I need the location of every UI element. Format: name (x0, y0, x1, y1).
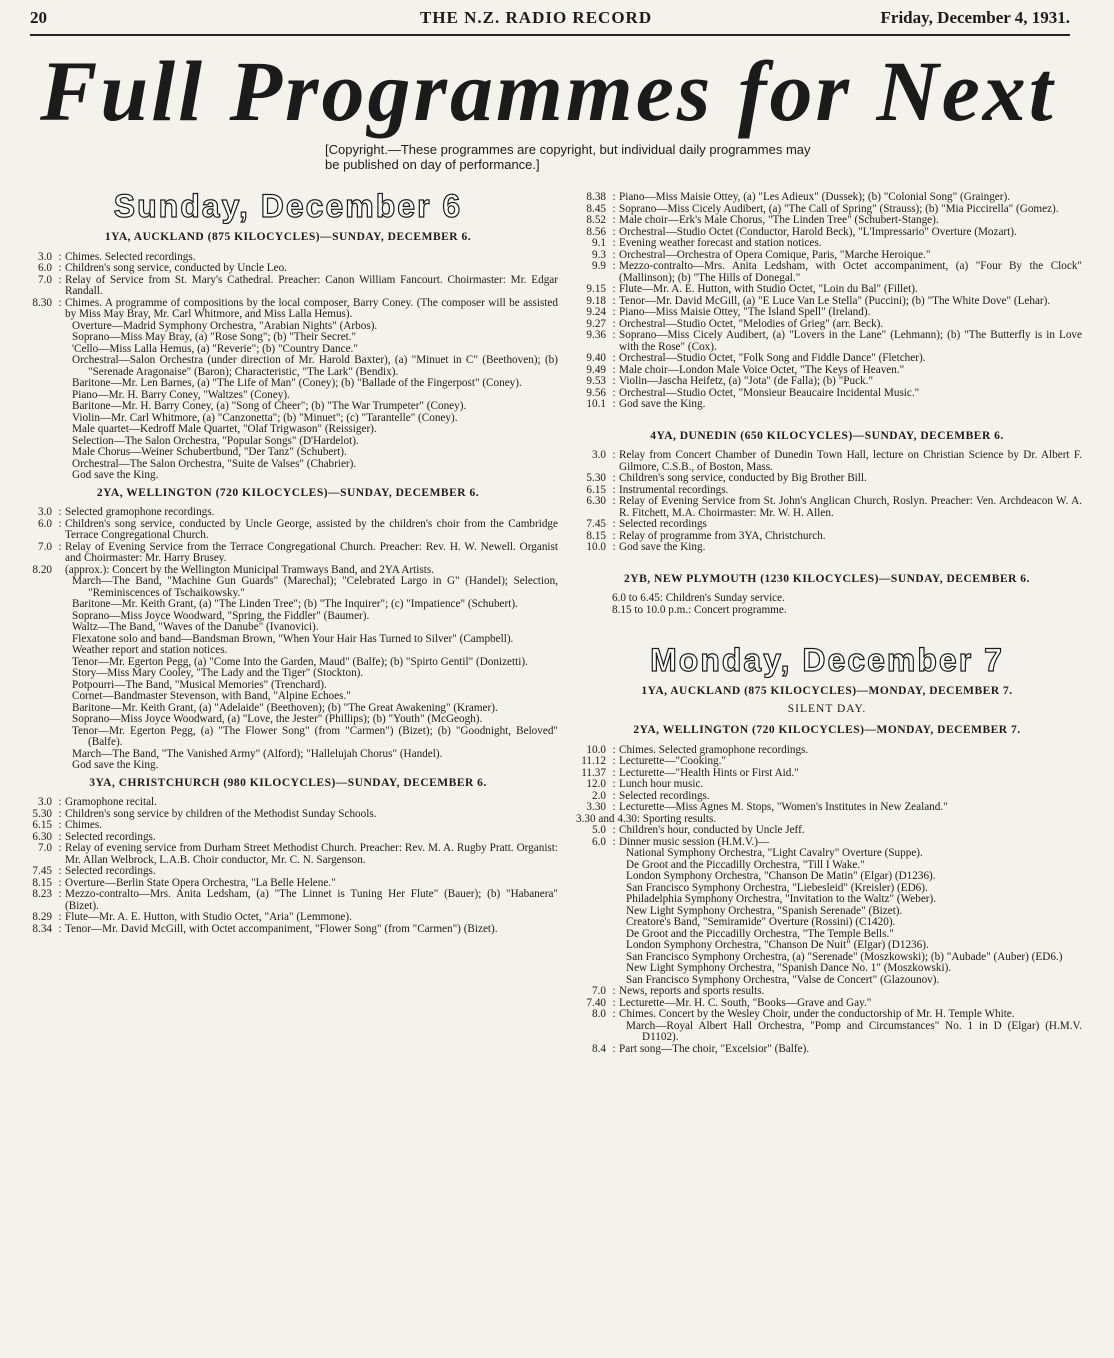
schedule-item: 6.0 : Dinner music session (H.M.V.)— (592, 835, 770, 848)
schedule-item: 8.4 : Part song—The choir, "Excelsior" (Balfe). (592, 1042, 810, 1055)
schedule-item: 9.9 : Mezzo-contralto—Mrs. Anita Ledsham, with Octet accompaniment, (a) "Four By the Clock" (Mallinson); (b) "The Hills of Donegal." (592, 260, 1082, 284)
schedule-item: 9.1 : Evening weather forecast and station notices. (592, 237, 822, 249)
program-entry: Piano—Mr. H. Barry Coney, "Waltzes" (Coney). (72, 388, 290, 401)
program-entry: Male Chorus—Weiner Schubertbund, "Der Tanz" (Schubert). (72, 446, 347, 458)
dinner-music-entry: New Light Symphony Orchestra, "Spanish Serenade" (Bizet). (626, 904, 903, 917)
schedule-item: 6.30 : Relay of Evening Service from St. John's Anglican Church, Roslyn. Preacher: Ven. Archdeacon W. A. R. Fitchett, M.A. Choirmaster: Mr. W. H. Allen. (586, 495, 1082, 519)
schedule-item: 8.56 : Orchestral—Studio Octet (Conductor, Harold Beck), "L'Impressario" Overture (Mozart). (586, 225, 1017, 238)
schedule-4ya (572, 450, 1082, 554)
schedule-item: 7.45 : Selected recordings (586, 518, 707, 530)
dinner-music-entry: San Francisco Symphony Orchestra, "Liebesleid" (Kreisler) (ED6). (626, 881, 928, 894)
program-entry: Overture—Madrid Symphony Orchestra, "Arabian Nights" (Arbos). (72, 319, 378, 332)
program-entry: Male quartet—Kedroff Male Quartet, "Olaf Trigwason" (Reissiger). (72, 423, 377, 435)
program-entry: God save the King. (72, 759, 159, 771)
page-title: Full Programmes for Next (40, 43, 1056, 139)
schedule-item: 9.36 : Soprano—Miss Cicely Audibert, (a) "Lovers in the Lane" (Lehmann); (b) "The Butterfly is in Love with the Rose" (Cox). (586, 329, 1082, 353)
schedule-2ya (18, 507, 558, 772)
station-heading-1ya-monday: 1YA, AUCKLAND (875 KILOCYCLES)—MONDAY, DECEMBER 7. (641, 685, 1013, 697)
program-entry: Tenor—Mr. Egerton Pegg, (a) "The Flower Song" (from "Carmen") (Bizet); (b) "Goodnight, Beloved" (Balfe). (72, 724, 558, 748)
schedule-item: 7.0 : Relay of Service from St. Mary's Cathedral. Preacher: Canon William Fancourt. Choirmaster: Mr. Edgar Randall. (38, 273, 558, 297)
program-entry: Baritone—Mr. Len Barnes, (a) "The Life of Man" (Coney); (b) "Ballade of the Fingerpost" (Coney). (72, 377, 522, 389)
dinner-music-entry: London Symphony Orchestra, "Chanson De Matin" (Elgar) (D1236). (626, 870, 936, 882)
schedule-item: 7.0 : Relay of Evening Service from the Terrace Congregational Church. Preacher: Rev. H. W. Newell. Organist and Choirmaster: Mr. Harry Brusey. (38, 540, 558, 564)
schedule-line: 3.30 and 4.30: Sporting results. (576, 812, 717, 825)
schedule-item: 8.23 : Mezzo-contralto—Mrs. Anita Ledsham, (a) "The Linnet is Tuning Her Flute" (Bauer); (b) "Habanera" (Bizet). (32, 888, 558, 912)
schedule-item: 3.0 : Relay from Concert Chamber of Dunedin Town Hall, lecture on Christian Science by Dr. Albert F. Gilmore, C.S.B., of Boston, Mass. (592, 449, 1082, 473)
program-entry: Soprano—Miss May Bray, (a) "Rose Song"; (b) "Their Secret." (72, 331, 357, 343)
schedule-item: 8.29 : Flute—Mr. A. E. Hutton, with Studio Octet, "Aria" (Lemmone). (32, 911, 352, 923)
program-entry: Baritone—Mr. H. Barry Coney, (a) "Song of Cheer"; (b) "The War Trumpeter" (Coney). (72, 400, 467, 412)
dinner-music-entry: Philadelphia Symphony Orchestra, "Invitation to the Waltz" (Weber). (626, 893, 937, 905)
program-entry: Story—Miss Mary Cooley, "The Lady and the Tiger" (Stockton). (72, 667, 364, 679)
schedule-item: 5.30 : Children's song service, conducted by Big Brother Bill. (586, 472, 867, 484)
publication-name: THE N.Z. RADIO RECORD (420, 8, 653, 27)
dinner-music-entry: New Light Symphony Orchestra, "Spanish Dance No. 1" (Moszkowski). (626, 962, 952, 974)
issue-date: Friday, December 4, 1931. (880, 8, 1070, 27)
schedule-item: 8.15 : Overture—Berlin State Opera Orchestra, "La Belle Helene." (32, 876, 336, 889)
schedule-item: 5.0 : Children's hour, conducted by Uncle Jeff. (592, 824, 805, 836)
schedule-item: 9.15 : Flute—Mr. A. E. Hutton, with Studio Octet, "Loin du Bal" (Fillet). (586, 283, 918, 295)
schedule-item: 8.15 : Relay of programme from 3YA, Christchurch. (586, 529, 826, 542)
program-entry: God save the King. (72, 469, 159, 481)
day-heading-monday: Monday, December 7 (650, 642, 1004, 678)
dinner-music-entry: De Groot and the Piccadilly Orchestra, "The Temple Bells." (626, 927, 894, 940)
schedule-line: 8.15 to 10.0 p.m.: Concert programme. (612, 603, 787, 616)
schedule-item: 12.0 : Lunch hour music. (586, 778, 704, 790)
station-heading-3ya: 3YA, CHRISTCHURCH (980 KILOCYCLES)—SUNDAY, DECEMBER 6. (89, 776, 487, 789)
schedule-item: 11.37 : Lecturette—"Health Hints or First Aid." (581, 766, 799, 779)
station-heading-4ya: 4YA, DUNEDIN (650 KILOCYCLES)—SUNDAY, DECEMBER 6. (650, 429, 1004, 442)
schedule-item: 7.45 : Selected recordings. (32, 865, 156, 877)
schedule-item: 2.0 : Selected recordings. (592, 789, 710, 802)
schedule-item: 8.45 : Soprano—Miss Cicely Audibert, (a) "The Call of Spring" (Strauss); (b) "Mia Piccirella" (Gomez). (586, 202, 1059, 215)
program-entry: Soprano—Miss Joyce Woodward, (a) "Love, the Jester" (Phillips); (b) "Youth" (McGeogh). (72, 713, 483, 725)
copyright-notice: [Copyright.—These programmes are copyright, but individual daily programmes may be published on day of performance.] (325, 142, 811, 172)
schedule-item: 6.30 : Selected recordings. (32, 830, 156, 843)
schedule-item: 8.38 : Piano—Miss Maisie Ottey, (a) "Les Adieux" (Dussek); (b) "Colonial Song" (Grainger). (586, 191, 1011, 203)
program-entry: Cornet—Bandmaster Stevenson, with Band, "Alpine Echoes." (72, 690, 351, 702)
schedule-item: 6.15 : Chimes. (32, 819, 102, 831)
program-entry: Soprano—Miss Joyce Woodward, "Spring, the Fiddler" (Baumer). (72, 609, 370, 622)
schedule-1ya (18, 252, 558, 482)
left-column (18, 188, 558, 935)
schedule-item: 7.0 : Relay of evening service from Durham Street Methodist Church. Preacher: Rev. M. A. Rugby Pratt. Organist: Mr. Allan Welbrock, L.A.B. Choir conductor, Mr. C. N. Sargenson. (38, 842, 558, 866)
program-entry: Baritone—Mr. Keith Grant, (a) "Adelaide" (Beethoven); (b) "The Great Awakening" (Kramer). (72, 701, 498, 714)
schedule-3ya (18, 797, 558, 935)
schedule-item: 9.24 : Piano—Miss Maisie Ottey, "The Island Spell" (Ireland). (586, 306, 871, 318)
schedule-item: 5.30 : Children's song service by children of the Methodist Sunday Schools. (32, 807, 377, 820)
dinner-music-entry: London Symphony Orchestra, "Chanson De Nuit" (Elgar) (D1236). (626, 939, 929, 951)
schedule-item: 11.12 : Lecturette—"Cooking." (581, 755, 726, 767)
program-entry: Orchestral—The Salon Orchestra, "Suite de Valses" (Chabrier). (72, 457, 357, 470)
schedule-item: 10.1 : God save the King. (586, 398, 706, 410)
schedule-item: 3.0 : Chimes. Selected recordings. (38, 250, 196, 263)
schedule-item: 9.40 : Orchestral—Studio Octet, "Folk Song and Fiddle Dance" (Fletcher). (586, 352, 926, 364)
program-entry: March—The Band, "Machine Gun Guards" (Marechal); "Celebrated Largo in G" (Handel); Selection, "Reminiscences of Tschaikowsky." (72, 575, 558, 599)
schedule-item: 7.40 : Lecturette—Mr. H. C. South, "Books—Grave and Gay." (586, 996, 872, 1009)
page-header (30, 6, 1070, 36)
station-heading-2yb: 2YB, NEW PLYMOUTH (1230 KILOCYCLES)—SUNDAY, DECEMBER 6. (624, 572, 1030, 585)
schedule-item: 6.15 : Instrumental recordings. (586, 483, 729, 496)
program-entry: Tenor—Mr. Egerton Pegg, (a) "Come Into the Garden, Maud" (Balfe); (b) "Spirto Gentil" (Donizetti). (72, 655, 528, 668)
program-entry: March—The Band, "The Vanished Army" (Alford); "Hallelujah Chorus" (Handel). (72, 747, 443, 760)
schedule-item: 3.0 : Selected gramophone recordings. (38, 506, 215, 518)
schedule-item: 7.0 : News, reports and sports results. (592, 985, 765, 997)
schedule-3ya-continued (572, 192, 1082, 411)
schedule-item: 8.0 : Chimes. Concert by the Wesley Choir, under the conductorship of Mr. H. Temple White. (592, 1008, 1015, 1020)
dinner-music-entry: National Symphony Orchestra, "Light Cavalry" Overture (Suppe). (626, 847, 923, 859)
program-entry: March—Royal Albert Hall Orchestra, "Pomp and Circumstances" No. 1 in D (Elgar) (H.M.V. D1102). (626, 1019, 1082, 1043)
schedule-item: 9.27 : Orchestral—Studio Octet, "Melodies of Grieg" (arr. Beck). (586, 317, 884, 330)
station-heading-1ya: 1YA, AUCKLAND (875 KILOCYCLES)—SUNDAY, DECEMBER 6. (104, 231, 472, 243)
program-entry: Baritone—Mr. Keith Grant, (a) "The Linden Tree"; (b) "The Inquirer"; (c) "Impatience" (Schubert). (72, 598, 518, 610)
schedule-item: 6.0 : Children's song service, conducted by Uncle George, assisted by the children's choir from the Cambridge Terrace Congregational Church. (38, 517, 558, 541)
dinner-music-entry: Creatore's Band, "Semiramide" Overture (Rossini) (C1420). (626, 916, 896, 928)
schedule-item: 6.0 : Children's song service, conducted by Uncle Leo. (38, 262, 287, 274)
schedule-item: 8.34 : Tenor—Mr. David McGill, with Octet accompaniment, "Flower Song" (from "Carmen") (Bizet). (32, 922, 498, 935)
schedule-item: 9.18 : Tenor—Mr. David McGill, (a) "E Luce Van Le Stella" (Puccini); (b) "The White Dove" (Lehar). (586, 294, 1051, 307)
program-entry: Potpourri—The Band, "Musical Memories" (Trenchard). (72, 678, 327, 691)
schedule-item: 8.30 : Chimes. A programme of compositions by the local composer, Barry Coney. (The composer will be assisted by Miss May Bray, Mr. Carl Whitmore, and Miss Lalla Hemus). (32, 296, 558, 320)
dinner-music-entry: De Groot and the Piccadilly Orchestra, "Till I Wake." (626, 858, 865, 871)
schedule-item: 10.0 : God save the King. (586, 541, 706, 553)
program-entry: Selection—The Salon Orchestra, "Popular Songs" (D'Hardelot). (72, 434, 359, 447)
program-entry: Waltz—The Band, "Waves of the Danube" (Ivanovici). (72, 621, 319, 633)
schedule-2ya-monday (572, 745, 1082, 1056)
silent-day-note: SILENT DAY. (787, 702, 867, 715)
schedule-line: 6.0 to 6.45: Children's Sunday service. (612, 592, 785, 604)
schedule-item: 8.20 (approx.): Concert by the Wellington Municipal Tramways Band, and 2YA Artists. (32, 563, 434, 576)
station-heading-2ya: 2YA, WELLINGTON (720 KILOCYCLES)—SUNDAY, DECEMBER 6. (96, 486, 480, 499)
right-column (572, 192, 1082, 1055)
station-heading-2ya-monday: 2YA, WELLINGTON (720 KILOCYCLES)—MONDAY, DECEMBER 7. (633, 724, 1021, 736)
schedule-item: 9.53 : Violin—Jascha Heifetz, (a) "Jota" (de Falla); (b) "Puck." (586, 375, 874, 387)
schedule-item: 3.0 : Gramophone recital. (38, 796, 157, 808)
schedule-item: 8.52 : Male choir—Erk's Male Chorus, "The Linden Tree" (Schubert-Stange). (586, 214, 939, 226)
page-number: 20 (30, 8, 47, 27)
dinner-music-entry: San Francisco Symphony Orchestra, "Valse de Concert" (Glazounov). (626, 973, 940, 986)
schedule-item: 9.49 : Male choir—London Male Voice Octet, "The Keys of Heaven." (586, 363, 905, 376)
schedule-item: 10.0 : Chimes. Selected gramophone recordings. (586, 743, 809, 756)
program-entry: Violin—Mr. Carl Whitmore, (a) "Canzonetta"; (b) "Minuet"; (c) "Tarantelle" (Coney). (72, 411, 458, 424)
dinner-music-entry: San Francisco Symphony Orchestra, (a) "Serenade" (Moszkowski); (b) "Aubade" (Auber) (ED6.) (626, 950, 1063, 963)
schedule-item: 3.30 : Lecturette—Miss Agnes M. Stops, "Women's Institutes in New Zealand." (586, 801, 948, 813)
schedule-item: 9.3 : Orchestral—Orchestra of Opera Comique, Paris, "Marche Heroique." (592, 248, 931, 261)
schedule-item: 9.56 : Orchestral—Studio Octet, "Monsieur Beaucaire Incidental Music." (586, 386, 920, 399)
program-entry: Weather report and station notices. (72, 644, 228, 656)
program-entry: 'Cello—Miss Lalla Hemus, (a) "Reverie"; (b) "Country Dance." (72, 342, 358, 355)
day-heading-sunday: Sunday, December 6 (113, 188, 463, 224)
program-entry: Flexatone solo and band—Bandsman Brown, "When Your Hair Has Turned to Silver" (Campbell). (72, 632, 514, 645)
program-entry: Orchestral—Salon Orchestra (under direction of Mr. Harold Baxter), (a) "Minuet in C" (Beethoven); (b) "Serenade Aragonaise" (Baron); Characteristic, "The Lark" (Bendix). (72, 354, 558, 378)
